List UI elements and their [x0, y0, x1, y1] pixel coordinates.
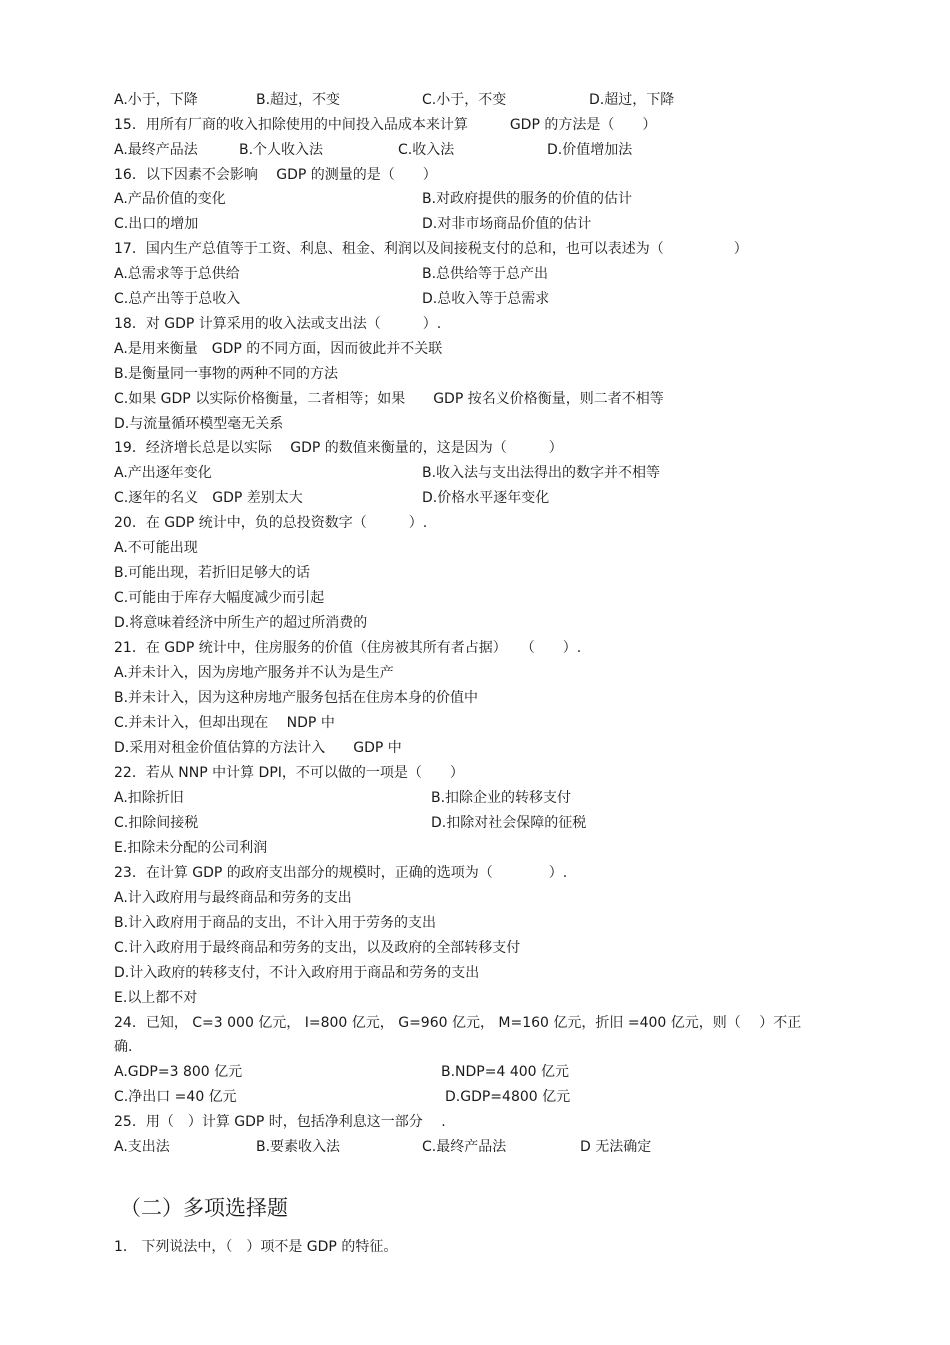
q25-option-a: A.支出法 — [114, 1139, 170, 1155]
q24-option-c: C.净出口 =40 亿元 — [114, 1089, 237, 1105]
q16-option-d: D.对非市场商品价值的估计 — [422, 216, 592, 232]
q15-stem: 15．用所有厂商的收入扣除使用的中间投入品成本来计算 GDP 的方法是（ ） — [114, 117, 657, 133]
q22-option-b: B.扣除企业的转移支付 — [431, 790, 572, 806]
q23-option-e: E.以上都不对 — [114, 990, 198, 1006]
q23-option-d: D.计入政府的转移支付，不计入政府用于商品和劳务的支出 — [114, 965, 480, 981]
q19-option-a: A.产出逐年变化 — [114, 465, 212, 481]
q14-option-d: D.超过，下降 — [589, 92, 675, 108]
q20-option-d: D.将意味着经济中所生产的超过所消费的 — [114, 615, 368, 631]
q25-option-b: B.要素收入法 — [256, 1139, 341, 1155]
q16-option-a: A.产品价值的变化 — [114, 191, 226, 207]
q15-option-b: B.个人收入法 — [239, 142, 324, 158]
q24-option-a: A.GDP=3 800 亿元 — [114, 1064, 243, 1080]
q17-option-c: C.总产出等于总收入 — [114, 291, 241, 307]
q15-option-c: C.收入法 — [398, 142, 455, 158]
q24-stem: 24．已知， C=3 000 亿元， I=800 亿元， G=960 亿元， M=160 亿元，折旧 =400 亿元，则（ ）不正 — [114, 1015, 802, 1031]
q23-option-c: C.计入政府用于最终商品和劳务的支出，以及政府的全部转移支付 — [114, 940, 521, 956]
q23-option-b: B.计入政府用于商品的支出，不计入用于劳务的支出 — [114, 915, 437, 931]
q18-stem: 18．对 GDP 计算采用的收入法或支出法（ ）. — [114, 316, 442, 332]
q20-stem: 20．在 GDP 统计中，负的总投资数字（ ）. — [114, 515, 428, 531]
q21-stem: 21．在 GDP 统计中，住房服务的价值（住房被其所有者占据） （ ）. — [114, 640, 582, 656]
q23-stem: 23．在计算 GDP 的政府支出部分的规模时，正确的选项为（ ）. — [114, 865, 568, 881]
q25-option-c: C.最终产品法 — [422, 1139, 507, 1155]
q22-option-e: E.扣除未分配的公司利润 — [114, 840, 268, 856]
q16-option-b: B.对政府提供的服务的价值的估计 — [422, 191, 633, 207]
q15-option-a: A.最终产品法 — [114, 142, 198, 158]
q21-option-a: A.并未计入，因为房地产服务并不认为是生产 — [114, 665, 394, 681]
q15-option-d: D.价值增加法 — [547, 142, 633, 158]
q18-option-d: D.与流量循环模型毫无关系 — [114, 416, 284, 432]
q20-option-c: C.可能由于库存大幅度减少而引起 — [114, 590, 325, 606]
q24-stem-continued: 确. — [114, 1039, 133, 1055]
q17-option-d: D.总收入等于总需求 — [422, 291, 550, 307]
q24-option-b: B.NDP=4 400 亿元 — [441, 1064, 570, 1080]
q21-option-c: C.并未计入，但却出现在 NDP 中 — [114, 715, 335, 731]
mq1-stem: 1． 下列说法中，（ ）项不是 GDP 的特征。 — [114, 1239, 398, 1255]
q18-option-c: C.如果 GDP 以实际价格衡量，二者相等；如果 GDP 按名义价格衡量，则二者不相等 — [114, 391, 664, 407]
q20-option-a: A.不可能出现 — [114, 540, 198, 556]
q22-option-c: C.扣除间接税 — [114, 815, 199, 831]
q17-stem: 17．国内生产总值等于工资、利息、租金、利润以及间接税支付的总和，也可以表述为（ ） — [114, 241, 748, 257]
q21-option-b: B.并未计入，因为这种房地产服务包括在住房本身的价值中 — [114, 690, 479, 706]
q18-option-a: A.是用来衡量 GDP 的不同方面，因而彼此并不关联 — [114, 341, 443, 357]
q22-stem: 22．若从 NNP 中计算 DPI，不可以做的一项是（ ） — [114, 765, 464, 781]
q17-option-b: B.总供给等于总产出 — [422, 266, 549, 282]
q14-option-a: A.小于，下降 — [114, 92, 198, 108]
q17-option-a: A.总需求等于总供给 — [114, 266, 240, 282]
q19-option-b: B.收入法与支出法得出的数字并不相等 — [422, 465, 661, 481]
q19-stem: 19．经济增长总是以实际 GDP 的数值来衡量的，这是因为（ ） — [114, 440, 563, 456]
q20-option-b: B.可能出现，若折旧足够大的话 — [114, 565, 311, 581]
q25-stem: 25．用（ ）计算 GDP 时，包括净利息这一部分 . — [114, 1114, 446, 1130]
q24-option-d: D.GDP=4800 亿元 — [445, 1089, 571, 1105]
q19-option-c: C.逐年的名义 GDP 差别太大 — [114, 490, 303, 506]
q16-stem: 16．以下因素不会影响 GDP 的测量的是（ ） — [114, 167, 437, 183]
section-title: （二）多项选择题 — [120, 1196, 288, 1220]
q14-option-b: B.超过，不变 — [256, 92, 341, 108]
q21-option-d: D.采用对租金价值估算的方法计入 GDP 中 — [114, 740, 402, 756]
q19-option-d: D.价格水平逐年变化 — [422, 490, 550, 506]
q18-option-b: B.是衡量同一事物的两种不同的方法 — [114, 366, 339, 382]
q22-option-d: D.扣除对社会保障的征税 — [431, 815, 587, 831]
q25-option-d: D 无法确定 — [580, 1139, 652, 1155]
q14-option-c: C.小于，不变 — [422, 92, 507, 108]
q23-option-a: A.计入政府用与最终商品和劳务的支出 — [114, 890, 352, 906]
q16-option-c: C.出口的增加 — [114, 216, 199, 232]
q22-option-a: A.扣除折旧 — [114, 790, 184, 806]
